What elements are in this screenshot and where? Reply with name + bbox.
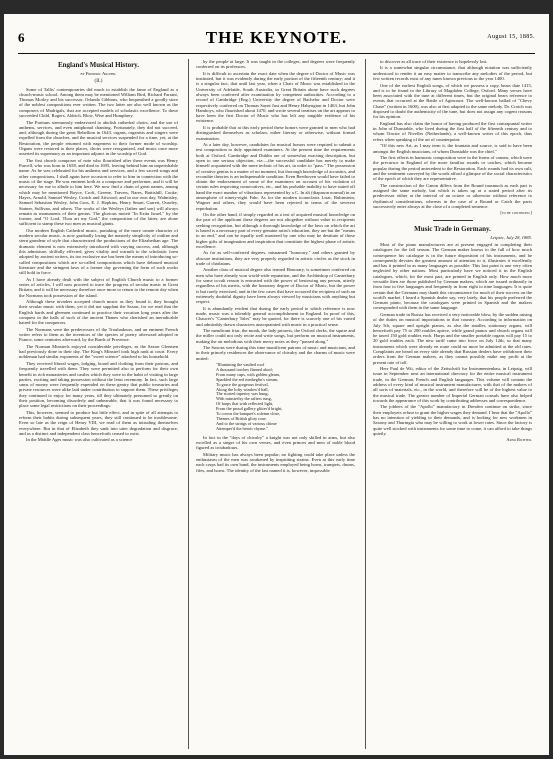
poem-line: Themes of British glory rose; [216, 415, 267, 421]
paragraph: The Puritans strenuously endeavored to abolish cathedral choirs, and the use of anthems, services, and even antiphonal chanting. Fortunately, they did not succeed, and, although during the great Rebellion in 1643, organs, organists and singers were expelled from the churches, and the musical services suspended for a time, yet, at the Restoration, the people returned with eagerness to their former mode of worship. Organs were restored to their places, choirs were reorganized, and music once more asserted its supremacy as an important adjunct in the worship of God. [19, 119, 178, 157]
paragraph: England has also claim the honor of having produced the first contrapuntal writer in John of Dunstable, who lived during the first half of the fifteenth century and to whom Tinctor of Nivelles (Netherlands), a well-known writer of this epoch, thus refers when speaking of the art of counterpoint: [373, 120, 532, 142]
column-2-body-b [196, 435, 355, 473]
trade-article-body [373, 242, 532, 436]
paragraph: As far as self-conferred degrees, misnamed "honorary," and others granted by obscure institutions, they are very properly regarded in artistic circles as the stock in trade of charlatans. [196, 250, 355, 266]
author-signature: Arno Richter. [506, 437, 532, 443]
paragraph: The jobbers of the "Apollo" manufactory in Dresden continue on strike, since their employers refuse to grant the higher wages they demand. I hear that the "Apollo" has no intention of yielding to their demands, and is looking for new workmen in Saxony and Thuringia who may be willing to work at lower rates. Since the factory is quite well stocked with instruments for some time to come, it can afford to take things quietly. [373, 404, 532, 436]
column-divider [365, 59, 366, 749]
article-title: Music Trade in Germany. [414, 224, 491, 233]
paragraph: Although these invaders accepted church music as they found it, they brought their secular music with them, yet it did not supplant the Saxon, for we read that the English bards and gleemen continued to practice their vocation long years after the conquest in the halls of such of the ancient Thanes who cherished an ineradicable hatred for the conquerors. [19, 299, 178, 326]
column-1-body [19, 87, 178, 443]
poem-line: From the proud gallery glitter'd bright, [216, 406, 283, 412]
paragraph: to discover as all trace of their existence is hopelessly lost. [380, 59, 488, 64]
paragraph: This, however, seemed to produce but little effect, and in spite of all attempts to reform their habits during subsequent years, they still continued to be troublesome. Even so late as the reign of Henry VIII, we read of them as intruding themselves everywhere. But in that of Elizabeth they sank into utter degradation and disgrace, and as a distinct and independent class henceforth ceased to exist. [19, 409, 178, 436]
poem-line: Of harps that with reflected light, [216, 401, 274, 407]
paragraph: The Saxons were during this time munificent patrons of music and musicians, and in their princely residences the observance of chivalry and the charms of music were united: [196, 345, 355, 361]
column-3-body [373, 59, 532, 209]
paragraph: The first efforts in harmonic composition were in the forms of canons, which were the precursor in England of the more familiar rounds or catches, which became popular during the period antecedent to the Restoration. Each rounds had its own cult, and the sentiment conveyed by the words afford a glimpse of the social characteristics of the epoch of which they are representative. [373, 154, 532, 182]
column-2 [196, 59, 355, 749]
poem-line: A thousand torches flamed aloof; [216, 366, 274, 372]
masthead-title: THE KEYNOTE. [205, 28, 348, 47]
column-3 [373, 59, 532, 749]
header-rule [18, 53, 535, 54]
paragraph: It is difficult to ascertain the exact date when the degree of Doctor of Music was instituted, but it was evidently during the early portion of the fifteenth century; and it is a singular fact, that until last year, when a Chair of Music was established in the University of Adelaide, South Australia, in Great Britain alone have such degrees always been conferred after examination by competent authorities. According to a record of Cambridge (Eng.) University the degree of Bachelor and Doctor were respectively conferred on Thomas Saynt Just and Henry Habyngton in 1463, but John Hamboys, who flourished about 1470, and wrote several treatises on the art appears to have been the first Doctor of Music who has left any tangible evidence of his existence. [196, 70, 355, 124]
paragraph: Our modern English Cathedral music, partaking of the more ornate character of modern secular music, is now gradually losing the masterly simplicity of outline and stern grandeur of style that characterized the productions of the Elizabethan age. The dramatic element is now extensively introduced with varying success, and, although this admixture, skilfully effected, gives vitality and warmth to the scholastic form adopted by ancient writers, its too exclusive use has been the means of introducing so-called compositions which are so-called compositions which have debased musical literature and the stringent laws of a former day governing the form of such works still hold in force. [19, 227, 178, 276]
paragraph: One of the earliest English songs, of which we possess a copy, bears date 1415, and is to be found in the Library of Magdalen College, Oxford. Many verses have been associated with the tune at different times, but the original bears reference to events that occurred at the Battle of Agincourt. The well-known ballad of "Chevy Chase" (written in 1600), was also at first adapted to the same melody. Dr. Crotch was disposed to doubt the authenticity of the tune, but does not assign any cogent reasons for his opinion. [373, 82, 532, 120]
poem-line: To crown the banquet's solemn close, [216, 411, 281, 417]
paragraph: The construction of the Canon differs from the Round inasmuch as each part is assigned the same melody, but which is taken up at a stated period after its predecessor either at the interval of an octave or otherwise without reference to rhythmical considerations, whereas in the case of a Round or Catch the parts successively enter always at the close of a completed sentence. [373, 182, 532, 209]
paragraph: Most of the piano manufacturers are at present engaged in completing their catalogues for the fall season. The German maker knows to the full of how much consequence his catalogue is in the future disposition of his instruments, and he consequently devotes the greatest amount of attention to it, illustrates it excellently and has it printed in as many languages as possible. This last point is one very often neglected by other nations. Most particularly have we noticed it in the English catalogues, which, for the most part, are printed in English only. How much more versatile then are those published by German makers, which are issued ordinarily in from four to five languages and frequently in from eight to nine languages. It is quite certain that the Germans may thank this circumstance for much of their success on the world's market. I heard a Spanish dealer say, very lately, that his people preferred the German piano, because the catalogues were printed in Spanish and the makers corresponded with them in the same language. [373, 241, 532, 311]
newspaper-page [4, 14, 549, 755]
paragraph: The mendicant friar, the monk, the lady prioress, the Oxford clerks, the squire and the miller could not only recite and write songs, but perform on musical instruments, making the air melodious with their merry notes as they "passed along." [196, 328, 355, 344]
paragraph: It is probable that at this early period these honors were granted to men who had distinguished themselves as scholars, either literary or otherwise, without formal examination. [196, 124, 355, 141]
poem-line: With minstrelsy the rafters rung, [216, 396, 272, 402]
article-section-number: (II.) [94, 79, 103, 85]
paragraph: by the people at large. It was taught in the colleges, and degrees were frequently conferred on its professors. [196, 59, 355, 70]
paragraph: Herr Paul de Wit, editor of the Zeitschrift fur Instrumentenbau, in Leipzig, will issue in September next an international directory for the entire musical instrument trade, in the German, French and English languages. This volume will contain the address of every kind of musical instrument manufacturer, with that of the makers of all sorts of materials, etc., in the world, and therefore will be of the highest value to the musical trade. The greater number of Imperial German consuls have also helped towards the appearance of this work by contributing addresses and correspondence. [373, 366, 532, 403]
poem-line: And to the strings of various chime [216, 420, 277, 426]
paragraph: As I have already dealt with the subject of English Church music to a former series of articles, I will now proceed to trace the progress of secular music in Great Britain, and it will be necessary therefore once more to return to the remote day when the Normans took possession of the island. [19, 276, 178, 298]
to-be-continued: [to be continued.] [500, 210, 532, 216]
paragraph: In the Middle Ages music was also cultivated as a science [26, 437, 133, 443]
poem-line: From many cups, with golden gleam, [216, 371, 281, 377]
page-number: 6 [18, 30, 25, 45]
column-divider [188, 59, 189, 749]
paragraph: Some of Tallis' contemporaries did much to establish the fame of England as a church-music school. Among them may be mentioned William Bird, Richard Farrant, Thomas Morley and his successor, Orlando Gibbons, who bequeathed a goodly store of the noblest compositions ever written. The two latter are also well known as the composers of Madrigals, that are accepted models of scholastic excellence. To these succeeded Child, Rogers, Aldrich, Blow, Wise and Humphrey. [19, 86, 178, 119]
poem-line: "Illumining the vaulted roof [216, 362, 265, 368]
paragraph: The Norman Minstrels enjoyed considerable privileges, as the Saxon Gleemen had previously done in their day. The King's Minstrel took high rank at court. Every nobleman had similar exponents of the "sweet science" attached to his household. [19, 343, 178, 360]
paragraph: The first church composer of note who flourished after these events was Henry Purcell, who was born in 1658, and died in 1695, leaving behind him an imperishable name. As he was celebrated for his anthems and services, and a few sacred songs and other compositions, I shall again have occasion to refer to him in connection with the music of the stage. He was eminent both as a composer and performer, and it will be necessary for me to allude to him here. We now find a chain of great names, among which may be mentioned Boyce, Croft, Greene, Travers, Nares, Battishill, Cooke, Hayes, Arnold, Samuel Wesley, Crotch and Attwood; and in our own day, Walmisley, Samuel Sebastian Wesley, John Goss, E. J. Hopkins, Henry Smart, Garrett, Ouseley, Stainer, Sullivan, and others. The works of the Wesleys (father and son) will always remain as monuments of their genius. The glorious motett "In Exitu Israel," by the former, and "O Lord, Thou art my God," the composition of the latter, are alone sufficient to stamp these two men as musical giants. [19, 157, 178, 227]
paragraph: German trade in Russia has received a very noticeable blow, by the sudden raising of the duties on musical importations to that country. According to information on July 5th, square and upright pianos, as also the smaller, stationary organs, will henceforth pay 75 to 200 roubles apiece, while grand pianos and church organs will be taxed 150 gold roubles each. Harps and the smaller portable organs will pay 15 to 20 gold roubles each. The new tariff came into force on July 12th, so that many instruments which were already en route could no more be admitted at the old rates. Complaints are heard on every side already that Russian dealers have withdrawn their orders from the German makers, as they cannot possibly make any profit at the present rate of toll. [373, 311, 532, 365]
issue-date: August 15, 1885. [487, 34, 535, 40]
paragraph: In fact in the "days of chivalry" a knight was not only skilled in arms, but also excelled as a singer of his own verses, and even princes and men of noble blood figured as troubadours. [196, 434, 355, 451]
article-title: England's Musical History. [57, 61, 140, 69]
paragraph: They received liberal wages, lodging, board and clothing from their patrons, and frequently travelled with them. They were permitted also to perform for their own benefit in rich monasteries and castles which they were in the habit of visiting in large parties, exciting and taking possession without the least ceremony. In fact, such large sums of money were frequently expended on these gentry that public treasuries and private resources were alike laid under contribution to support them. These privileges they continued to enjoy for many years, till they ultimately presumed so greatly on their position, becoming disorderly and unbearable, that it was found necessary to place some legal restrictions on their proceedings. [19, 360, 178, 409]
page-header [18, 28, 535, 50]
paragraph: The Normans were the predecessors of the Troubadours, and an eminent French writer refers to them as the inventors of the species of poetry afterward adopted in France, some centuries afterward, by the Bards of Provence. [19, 326, 178, 343]
poem-quote [216, 363, 355, 432]
paragraph: It is a somewhat singular circumstance, that although notation was sufficiently understood to render it an easy matter to transcribe any melodies of the period, but few written records exist of any tunes known previous to the year 1400. [373, 65, 532, 82]
paragraph: At a later day, however, candidates for musical honors were required to submit a test composition to duly appointed examiners. At the present time the requirements both at Oxford, Cambridge and Dublin are of somewhat exacting description, but open to one serious objection, viz:—the successful candidate has merely to make himself acquainted with the mere technic of his art, in order to "pass." The possession of creative genius is a matter of no moment, but thorough knowledge of acoustics, and recondite theories is an indispensable condition. Even Beethoven would have failed to obtain the endorsement of some of the examiners on account of his violation of certain rules respecting consecutives, etc., and his probable inability to have stated off hand the exact number of vibrations represented by a C. In alt (diapason normal) in an atmosphere of ninety-eight Fahr. As for the modern iconoclasts Liszt, Rubinstein, Wagner and others, they would have been rejected in terms of the severest reprobation. [196, 142, 355, 211]
paragraph: On the other hand, if simply regarded as a test of acquired musical knowledge on the part of the applicant these degrees are not altogether without value to recipients seeking recognition, but although a thorough knowledge of the laws on which the art is based is a necessary part of every genuine artist's education, they are but the "means to an end," and can be equally well mastered by one who may be destitute of those higher gifts of imagination and inspiration that constitute the highest phase of artistic excellence. [196, 212, 355, 249]
article-dateline: Leipsic, July 28, 1885. [490, 234, 532, 240]
article-separator [433, 220, 473, 221]
paragraph: Military music has always been popular; no fighting could take place unless the enthusiasm of the men was awakened by inspiriting strains. Even at this early time each corps had its own band, the instruments employed being horns, trumpets, drums, fifes, and horns. The identity of the last named it is, however, impossible [196, 451, 355, 473]
poem-line: Along the lofty window'd hall, [216, 386, 269, 392]
poem-line: Attemper'd the heroic rhyme." [216, 425, 269, 431]
column-2-body-a [196, 59, 355, 361]
poem-line: Sparkled the red metheglin's stream, [216, 376, 279, 382]
article-byline: by Frederic Archer. [80, 71, 117, 76]
paragraph: It is abundantly evident that during the early period to which reference is now made, music was a tolerably general accomplishment in England. In proof of this, Chaucer's "Canterbury Tales" may be quoted, for there is scarcely one of his varied and admirably drawn characters unacquainted with music in a practical sense. [196, 305, 355, 327]
paragraph: "Of this new Art, as I may term it, the fountain and source, is said to have been amongst the English musicians, of whom Dunstable was the chief." [373, 143, 532, 154]
paragraph: Another class of musical degree also termed Honorary, is sometimes conferred on men who have already won world-wide reputation, and the Archbishop of Canterbury for some occult reason is entrusted with the power of bestowing any person, utterly regardless of his merits, with the honorary degree of Doctor of Music, but the power is but rarely exercised, and in the few cases that have occurred the recipient of such an extremely doubtful dignity have been always viewed by musicians with anything but respect. [196, 267, 355, 305]
column-1 [19, 59, 178, 749]
poem-line: To grace the gorgeous festival, [216, 381, 269, 387]
poem-line: The storied tapestry was hung; [216, 391, 269, 397]
